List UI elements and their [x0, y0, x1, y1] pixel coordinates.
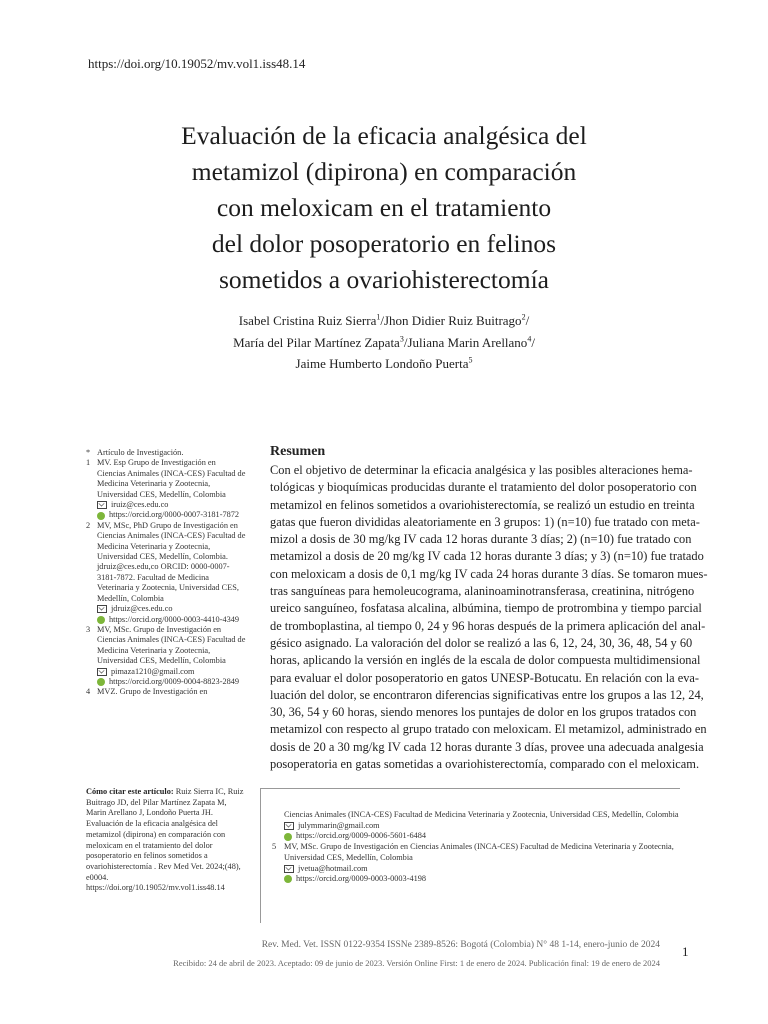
orcid-icon [284, 833, 292, 841]
author-superscript: 4 [527, 334, 532, 344]
abstract-line: gésico asignado. La valoración del dolor se realizó a las 6, 12, 24, 30, 36, 48, 54 y 60 [270, 635, 693, 650]
footnote-mark: 1 [86, 458, 91, 468]
abstract-line: con meloxicam a dosis de 0,1 mg/kg IV cada 24 horas durante 3 días. Se tomaron mues- [270, 566, 708, 581]
abstract-line: 30, 36, 54 y 60 horas, siendo menores los puntajes de dolor en los grupos tratados con [270, 705, 697, 720]
author-line [120, 353, 648, 375]
abstract-line: horas, aplicando la versión en inglés de la escala de dolor compuesta multidimensional [270, 653, 701, 668]
author-separator: / [403, 334, 408, 350]
author-name: Jaime Humberto Londoño Puerta [295, 356, 469, 371]
title-line: del dolor posoperatorio en felinos [211, 229, 557, 258]
footnote-text: Artículo de Investigación. [97, 448, 184, 457]
author-name: María del Pilar Martínez Zapata [233, 334, 400, 350]
footnote-mark: 3 [86, 624, 91, 634]
footnote-mark: 4 [86, 687, 91, 697]
affiliation-note [86, 448, 246, 458]
abstract-line: para evaluar el dolor posoperatorio en gatos UNESP-Botucatu. En relación con la eva- [270, 670, 700, 685]
abstract-line: gatas que fueron divididas aleatoriamente en 3 grupos: 1) (n=10) fue tratado con meta- [270, 514, 700, 529]
abstract-line: dosis de 20 a 30 mg/kg IV cada 12 horas durante 3 días, provee una adecuada analgesia [270, 739, 704, 754]
author-name: Jhon Didier Ruiz Buitrago [383, 313, 522, 328]
footnote-text: MV, MSc. Grupo de Investigación en Ciencias Animales (INCA-CES) Facultad de Medicina Veterinaria y Zootecnia, Universidad CES, Medellín, Colombia [284, 842, 674, 862]
abstract-heading: Resumen [270, 444, 326, 459]
footnotes-continued [272, 810, 692, 885]
envelope-icon [97, 668, 107, 676]
author-separator: / [380, 313, 384, 328]
affiliation-note [272, 810, 692, 842]
footnote-text: MVZ. Grupo de Investigación en [97, 687, 208, 697]
abstract-line: de tromboplastina, al tiempo 0, 24 y 96 horas después de la primera aplicación del anal- [270, 618, 706, 633]
orcid-link[interactable]: https://orcid.org/0009-0003-0003-4198 [296, 874, 427, 884]
envelope-icon [284, 865, 294, 873]
abstract-line: metamizol a dosis de 20 mg/kg IV cada 12 horas durante 3 días; y 3) (n=10) fue tratado [270, 549, 704, 564]
orcid-link[interactable]: https://orcid.org/0000-0007-3181-7872 [109, 510, 240, 520]
abstract-line: tológicas y bioquímicas producidas durante el tratamiento del dolor posoperatorio con [270, 480, 697, 495]
article-title [120, 118, 648, 298]
journal-info: Rev. Med. Vet. ISSN 0122-9354 ISSNe 2389-8526: Bogotá (Colombia) N° 48 1-14, enero-junio de 2024 [261, 940, 660, 950]
citation-label: Cómo citar este artículo: [86, 787, 174, 796]
title-line: sometidos a ovariohisterectomía [219, 265, 549, 294]
email-link[interactable]: jvetua@hotmail.com [298, 863, 368, 873]
orcid-link[interactable]: https://orcid.org/0009-0004-8823-2849 [109, 676, 240, 686]
author-separator: / [531, 334, 535, 350]
footnote-mark: 5 [272, 842, 277, 852]
citation-box [86, 787, 248, 894]
author-superscript: 5 [468, 355, 473, 365]
affiliation-note [272, 842, 692, 885]
orcid-link[interactable]: https://orcid.org/0000-0003-4410-4349 [109, 614, 240, 624]
author-separator: / [525, 313, 530, 328]
footnote-mark: 2 [86, 520, 91, 530]
abstract-line: tras sanguíneas para hemoleucograma, alaninoaminotransferasa, creatinina, nitrógeno [270, 584, 695, 599]
abstract-body [270, 462, 708, 773]
email-link[interactable]: pimaza1210@gmail.com [111, 666, 195, 676]
author-name: Juliana Marin Arellano [407, 334, 528, 350]
envelope-icon [97, 501, 107, 509]
abstract-line: metamizol en felinos sometidos a ovariohisterectomía, se realizó un estudio en treinta [270, 497, 695, 512]
author-list [120, 310, 648, 375]
abstract-line: posoperatoria en gatas sometidas a ovariohisterectomía, comparado con el meloxicam. [270, 757, 700, 772]
citation-text: Ruiz Sierra IC, Ruiz Buitrago JD, del Pilar Martínez Zapata M, Marin Arellano J, Londoño Puerta JH. Evaluación de la eficacia analgésica del metamizol (dipirona) en comparación con meloxicam en el tratamiento del dolor posoperatorio en felinos sometidos a ovariohisterectomía . Rev Med Vet. 2024;(48), e0004. https://doi.org/10.19052/mv.vol1.iss48.14 [86, 787, 244, 893]
email-link[interactable]: jdruiz@ces.edu.co [111, 604, 173, 614]
title-line: con meloxicam en el tratamiento [216, 193, 552, 222]
affiliation-note [86, 458, 246, 520]
footnote-text: MV. Esp Grupo de Investigación en Ciencias Animales (INCA-CES) Facultad de Medicina Veterinaria y Zootecnia, Universidad CES, Medellín, Colombia [97, 458, 246, 499]
footnote-text: MV, MSc. Grupo de Investigación en Ciencias Animales (INCA-CES) Facultad de Medicina Veterinaria y Zootecnia, Universidad CES, Medellín, Colombia [97, 624, 246, 666]
author-line [120, 310, 648, 332]
affiliations-column [86, 448, 246, 698]
publication-dates: Recibido: 24 de abril de 2023. Aceptado: 09 de junio de 2023. Versión Online First: 1 de enero de 2024. Publicación final: 19 de enero de 2024 [173, 958, 660, 968]
footnote-text: Ciencias Animales (INCA-CES) Facultad de Medicina Veterinaria y Zootecnia, Universidad CES, Medellín, Colombia [284, 810, 679, 819]
author-superscript: 1 [376, 312, 381, 322]
author-name: Isabel Cristina Ruiz Sierra [238, 313, 377, 328]
orcid-link[interactable]: https://orcid.org/0009-0006-5601-6484 [296, 831, 427, 841]
abstract-line: ureico sanguíneo, fosfatasa alcalina, albúmina, tiempo de protrombina y tiempo parcial [270, 601, 702, 616]
footnote-divider [260, 788, 680, 789]
abstract-line: metamizol con respecto al grupo tratado con meloxicam. El metamizol, administrado en [270, 722, 707, 737]
title-line: Evaluación de la eficacia analgésica del [181, 121, 587, 150]
envelope-icon [97, 605, 107, 613]
orcid-icon [284, 875, 292, 883]
title-line: metamizol (dipirona) en comparación [191, 157, 577, 186]
author-line [120, 332, 648, 354]
doi-link[interactable]: https://doi.org/10.19052/mv.vol1.iss48.14 [88, 56, 306, 71]
author-superscript: 2 [521, 312, 526, 322]
author-superscript: 3 [399, 334, 404, 344]
email-link[interactable]: julymmarin@gmail.com [298, 820, 380, 830]
affiliation-note [86, 687, 246, 697]
orcid-icon [97, 512, 105, 520]
envelope-icon [284, 822, 294, 830]
page-number: 1 [682, 944, 689, 959]
email-link[interactable]: iruiz@ces.edu.co [111, 500, 169, 510]
footnote-mark: * [86, 448, 91, 457]
column-divider [260, 788, 261, 923]
abstract-line: Con el objetivo de determinar la eficacia analgésica y las posibles alteraciones hema- [270, 463, 693, 477]
footnote-text: MV, MSc, PhD Grupo de Investigación en Ciencias Animales (INCA-CES) Facultad de Medicina Veterinaria y Zootecnia, Universidad CES, Medellín, Colombia. jdruiz@ces.edu,co ORCID: 0000-0007-3181-7872. Facultad de Medicina Veterinaria y Zootecnia, Universidad CES, Medellín, Colombia [97, 520, 246, 603]
abstract-line: luación del dolor, se encontraron diferencias significativas entre los grupos a las 12, 24, [270, 687, 704, 702]
orcid-icon [97, 616, 105, 624]
affiliation-note [86, 521, 246, 625]
abstract-line: mizol a dosis de 30 mg/kg IV cada 12 horas durante 3 días; 2) (n=10) fue tratado con [270, 532, 692, 547]
affiliation-note [86, 625, 246, 687]
orcid-icon [97, 678, 105, 686]
